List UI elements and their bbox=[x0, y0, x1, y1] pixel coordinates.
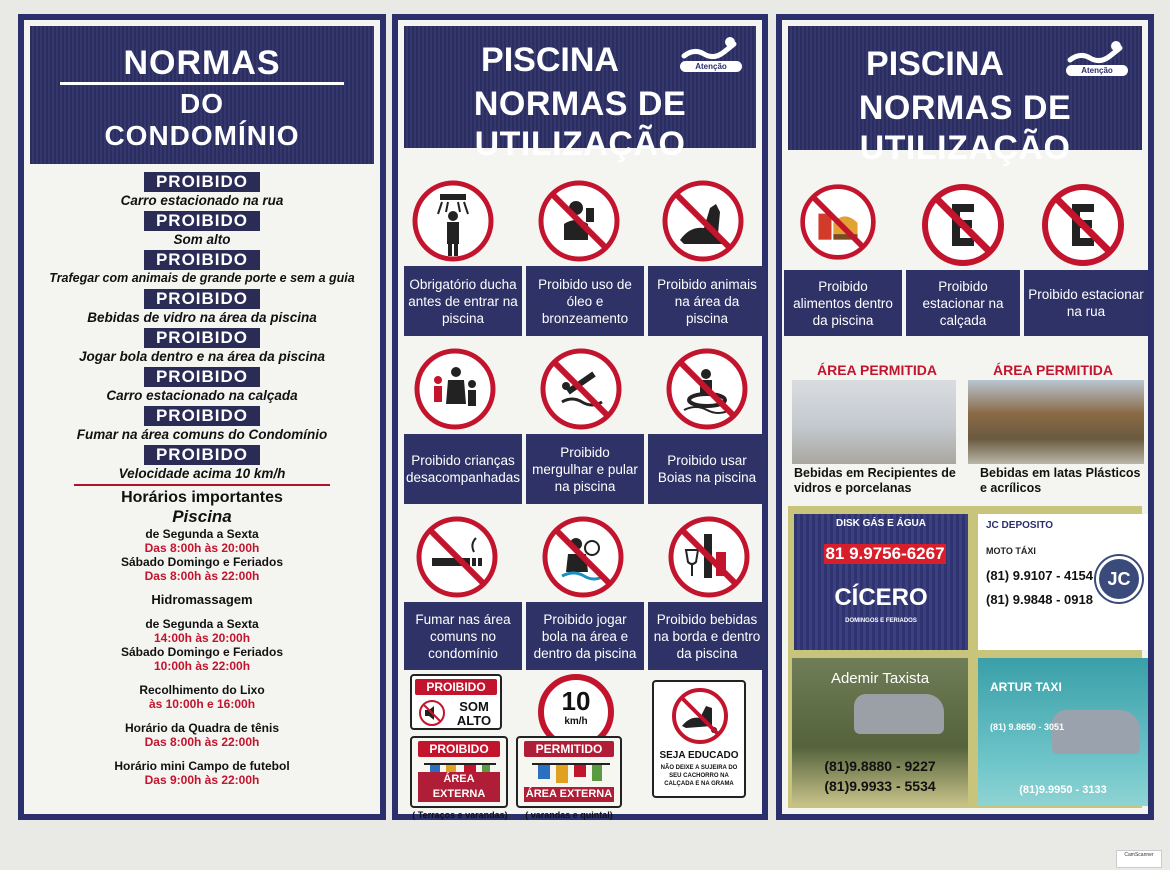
panel-piscina-rules bbox=[392, 14, 768, 820]
deposito-logo: JC bbox=[1096, 556, 1142, 602]
varal-proibido-note: ( Terraços e varandas) bbox=[412, 810, 508, 820]
attention-label: Atenção bbox=[680, 61, 742, 72]
horarios-title: Horários importantes bbox=[121, 489, 283, 506]
photo-pool-deck bbox=[792, 380, 956, 464]
sign-seja-educado bbox=[652, 680, 746, 798]
caption-diving: Proibido mergulhar e pular na piscina bbox=[526, 434, 644, 504]
no-parking-sidewalk-icon bbox=[920, 182, 1006, 268]
prohibited-badge: PROIBIDO bbox=[144, 172, 260, 192]
title-piscina: PISCINA bbox=[481, 41, 619, 79]
permit-title-right: ÁREA PERMITIDA bbox=[992, 362, 1114, 378]
piscina-weekday: de Segunda a Sexta bbox=[145, 527, 259, 541]
prohibited-list bbox=[24, 172, 380, 482]
piscina-title: Piscina bbox=[172, 507, 232, 526]
hidro-weekday-hours: 14:00h às 20:00h bbox=[153, 631, 251, 645]
permit-caption-left: Bebidas em Recipientes de vidros e porcelanas bbox=[794, 466, 956, 495]
no-animals-icon bbox=[660, 178, 746, 264]
rule-item: Jogar bola dentro e na área da piscina bbox=[78, 349, 326, 364]
panel-piscina-rules-2 bbox=[776, 14, 1154, 820]
taxi2-phone1: (81) 9.8650 - 3051 bbox=[990, 722, 1065, 732]
caption-sidewalk: Proibido estacionar na calçada bbox=[906, 270, 1020, 336]
hidro-weekday: de Segunda a Sexta bbox=[145, 617, 259, 631]
speed-value: 10 bbox=[561, 686, 591, 716]
no-ball-icon bbox=[540, 514, 626, 600]
gas-title: DISK GÁS E ÁGUA bbox=[835, 518, 926, 529]
car-image bbox=[854, 694, 944, 734]
futebol-title: Horário mini Campo de futebol bbox=[114, 759, 290, 773]
educado-text: NÃO DEIXE A SUJEIRA DO SEU CACHORRO NA CALÇADA E NA GRAMA bbox=[660, 765, 738, 787]
deposito-sub: MOTO TÁXI bbox=[986, 546, 1036, 556]
educado-title: SEJA EDUCADO bbox=[659, 750, 739, 761]
varal-permitido-badge: PERMITIDO bbox=[524, 741, 614, 757]
prohibited-badge: PROIBIDO bbox=[144, 289, 260, 309]
deposito-title: JC DEPOSITO bbox=[986, 520, 1054, 531]
deposito-phone1: (81) 9.9107 - 4154 bbox=[986, 568, 1093, 583]
futebol-hours: Das 9:00h às 22:00h bbox=[144, 773, 260, 787]
rule-item: Carro estacionado na rua bbox=[120, 193, 284, 208]
no-diving-icon bbox=[538, 346, 624, 432]
caption-ball: Proibido jogar bola na área e dentro da piscina bbox=[526, 602, 644, 670]
som-badge: PROIBIDO bbox=[415, 679, 497, 695]
caption-food: Proibido alimentos dentro da piscina bbox=[784, 270, 902, 336]
gas-name: CÍCERO bbox=[834, 584, 928, 611]
ad-disk-gas bbox=[794, 514, 968, 650]
title-normas-utilizacao: NORMAS DE UTILIZAÇÃO bbox=[473, 85, 687, 163]
tenis-hours: Das 8:00h às 22:00h bbox=[144, 735, 260, 749]
som-text: SOM bbox=[459, 699, 489, 714]
no-float-icon bbox=[664, 346, 750, 432]
prohibited-badge: PROIBIDO bbox=[144, 445, 260, 465]
varal-proibido-area: ÁREA EXTERNA bbox=[418, 772, 500, 802]
no-parking-street-icon bbox=[1040, 182, 1126, 268]
varal-proibido-badge: PROIBIDO bbox=[418, 741, 500, 757]
title-do: DO bbox=[180, 88, 224, 119]
gas-note: DOMINGOS E FERIADOS bbox=[845, 618, 917, 624]
hidro-weekend-hours: 10:00h às 22:00h bbox=[153, 659, 251, 673]
piscina-header bbox=[404, 26, 756, 163]
swimmer-icon bbox=[680, 36, 742, 72]
rule-item: Trafegar com animais de grande porte e sem a guia bbox=[49, 271, 355, 285]
caption-drinks: Proibido bebidas na borda e dentro da piscina bbox=[648, 602, 766, 670]
deposito-phone2: (81) 9.9848 - 0918 bbox=[986, 592, 1093, 607]
taxi1-phone2: (81)9.9933 - 5534 bbox=[824, 778, 936, 794]
clothesline-icon bbox=[528, 760, 614, 790]
condominio-header bbox=[30, 26, 374, 164]
permit-title-left: ÁREA PERMITIDA bbox=[816, 362, 938, 378]
caption-floats: Proibido usar Boias na piscina bbox=[648, 434, 766, 504]
lixo-hours: às 10:00h e 16:00h bbox=[148, 697, 256, 711]
taxi1-name: Ademir Taxista bbox=[830, 670, 930, 687]
shower-icon bbox=[410, 178, 496, 264]
prohibited-badge: PROIBIDO bbox=[144, 250, 260, 270]
title-condominio: CONDOMÍNIO bbox=[104, 120, 300, 151]
hidro-weekend: Sábado Domingo e Feriados bbox=[120, 645, 284, 659]
prohibited-badge: PROIBIDO bbox=[144, 406, 260, 426]
permit-caption-right: Bebidas em latas Plásticos e acrílicos bbox=[980, 466, 1141, 495]
no-drinks-icon bbox=[666, 514, 752, 600]
lixo-title: Recolhimento do Lixo bbox=[139, 683, 265, 697]
ads-area bbox=[788, 506, 1142, 808]
varal-permitido-note: ( varandas e quintal) bbox=[525, 810, 613, 820]
piscina-weekday-hours: Das 8:00h às 20:00h bbox=[144, 541, 260, 555]
piscina-weekend-hours: Das 8:00h às 22:00h bbox=[144, 569, 260, 583]
sign-som-alto bbox=[410, 674, 502, 730]
title-divider bbox=[60, 82, 344, 85]
gas-phone: 81 9.9756-6267 bbox=[825, 544, 945, 563]
sign-varal-proibido bbox=[410, 736, 508, 808]
title-normas-utilizacao-2: NORMAS DE UTILIZAÇÃO bbox=[858, 89, 1072, 167]
rule-item: Fumar na área comuns do Condomínio bbox=[76, 427, 328, 442]
taxi1-phone1: (81)9.8880 - 9227 bbox=[824, 758, 936, 774]
caption-street: Proibido estacionar na rua bbox=[1024, 270, 1148, 336]
title-normas: NORMAS bbox=[123, 44, 281, 82]
title-piscina-2: PISCINA bbox=[866, 45, 1004, 83]
caption-shower: Obrigatório ducha antes de entrar na piscina bbox=[404, 266, 522, 336]
prohibited-badge: PROIBIDO bbox=[144, 211, 260, 231]
swimmer-icon bbox=[1066, 40, 1128, 76]
taxi2-phone2: (81)9.9950 - 3133 bbox=[1019, 784, 1107, 796]
car-image bbox=[1052, 710, 1140, 754]
ad-ademir-taxista bbox=[792, 658, 968, 806]
photo-kiosk bbox=[968, 380, 1144, 464]
piscina-header-2 bbox=[788, 26, 1142, 167]
prohibited-badge: PROIBIDO bbox=[144, 367, 260, 387]
ad-artur-taxi bbox=[978, 658, 1148, 806]
rule-item: Bebidas de vidro na área da piscina bbox=[87, 310, 317, 325]
red-divider bbox=[74, 484, 330, 486]
scanner-watermark: CamScanner bbox=[1116, 850, 1162, 868]
caption-oil: Proibido uso de óleo e bronzeamento bbox=[526, 266, 644, 336]
rule-item: Carro estacionado na calçada bbox=[106, 388, 298, 403]
rule-item: Som alto bbox=[173, 232, 231, 247]
no-smoking-icon bbox=[414, 514, 500, 600]
tenis-title: Horário da Quadra de tênis bbox=[124, 721, 280, 735]
attention-label: Atenção bbox=[1066, 65, 1128, 76]
caption-children: Proibido crianças desacompanhadas bbox=[404, 434, 522, 504]
alto-text: ALTO bbox=[456, 713, 492, 728]
family-icon bbox=[412, 346, 498, 432]
ad-jc-deposito bbox=[978, 514, 1148, 650]
varal-permitido-area: ÁREA EXTERNA bbox=[525, 788, 613, 800]
no-oil-icon bbox=[536, 178, 622, 264]
prohibited-badge: PROIBIDO bbox=[144, 328, 260, 348]
dog-waste-icon bbox=[668, 686, 732, 746]
no-food-icon bbox=[798, 182, 878, 262]
piscina-weekend: Sábado Domingo e Feriados bbox=[120, 555, 284, 569]
panel-condominio-rules bbox=[18, 14, 386, 820]
hidro-title: Hidromassagem bbox=[151, 592, 253, 607]
caption-smoking: Fumar nas área comuns no condomínio bbox=[404, 602, 522, 670]
speaker-icon bbox=[418, 700, 446, 726]
caption-animals: Proibido animais na área da piscina bbox=[648, 266, 766, 336]
speed-unit: km/h bbox=[564, 716, 588, 727]
taxi2-name: ARTUR TAXI bbox=[990, 680, 1062, 694]
rule-item: Velocidade acima 10 km/h bbox=[118, 466, 286, 481]
sign-varal-permitido bbox=[516, 736, 622, 808]
